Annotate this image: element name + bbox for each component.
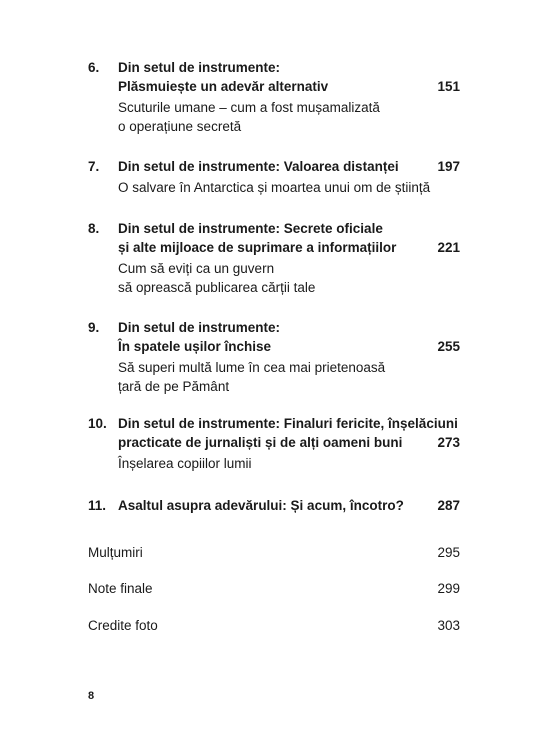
chapter-subtitle-line: să oprească publicarea cărții tale xyxy=(118,280,316,295)
chapter-subtitle-line: Cum să eviți ca un guvern xyxy=(118,261,275,276)
chapter-subtitle-line: O salvare în Antarctica și moartea unui om de știință xyxy=(118,180,431,195)
chapter-subtitle-line: Să superi multă lume în cea mai prietenoasă xyxy=(118,360,386,375)
toc-entry-chapter-10 xyxy=(88,414,460,473)
entry-label: Credite foto xyxy=(88,618,158,633)
chapter-page-number: 197 xyxy=(437,159,460,174)
chapter-title-line: Asaltul asupra adevărului: Și acum, încotro? xyxy=(118,498,404,513)
toc-entry-chapter-11 xyxy=(88,496,460,515)
toc-entry-chapter-6 xyxy=(88,58,460,136)
chapter-subtitle-line: Înșelarea copiilor lumii xyxy=(118,456,252,471)
toc-entry-photo-credits xyxy=(88,616,460,635)
entry-page-number: 299 xyxy=(437,581,460,596)
entry-page-number: 303 xyxy=(437,618,460,633)
chapter-number: 10. xyxy=(88,416,107,431)
toc-entry-chapter-7 xyxy=(88,157,460,197)
chapter-title xyxy=(88,318,460,356)
chapter-title-line: În spatele ușilor închise xyxy=(118,339,272,354)
chapter-title-line: și alte mijloace de suprimare a informațiilor xyxy=(118,240,397,255)
chapter-number: 7. xyxy=(88,159,100,174)
chapter-subtitle-line: o operațiune secretă xyxy=(118,119,242,134)
chapter-title xyxy=(88,58,460,96)
chapter-subtitle-line: Scuturile umane – cum a fost mușamalizată xyxy=(118,100,380,115)
chapter-title-line: Din setul de instrumente: xyxy=(118,320,281,335)
toc-entry-endnotes xyxy=(88,579,460,598)
chapter-subtitle xyxy=(118,358,460,396)
chapter-page-number: 255 xyxy=(437,339,460,354)
chapter-title xyxy=(88,157,460,176)
chapter-title-line: Plăsmuiește un adevăr alternativ xyxy=(118,79,329,94)
chapter-number: 11. xyxy=(88,498,107,513)
chapter-title-line: Din setul de instrumente: xyxy=(118,60,281,75)
chapter-title xyxy=(88,414,460,452)
chapter-title-line: practicate de jurnaliști și de alți oameni buni xyxy=(118,435,403,450)
chapter-page-number: 221 xyxy=(437,240,460,255)
toc-entry-chapter-8 xyxy=(88,219,460,297)
chapter-page-number: 151 xyxy=(437,79,460,94)
chapter-title-line: Din setul de instrumente: Secrete oficiale xyxy=(118,221,383,236)
chapter-title xyxy=(88,496,460,515)
chapter-title-line: Din setul de instrumente: Finaluri fericite, înșelăciuni xyxy=(118,416,458,431)
chapter-subtitle-line: țară de pe Pământ xyxy=(118,379,230,394)
page-number: 8 xyxy=(88,690,95,702)
chapter-number: 6. xyxy=(88,60,100,75)
chapter-number: 9. xyxy=(88,320,100,335)
chapter-title xyxy=(88,219,460,257)
chapter-number: 8. xyxy=(88,221,100,236)
chapter-subtitle xyxy=(118,178,460,197)
chapter-page-number: 273 xyxy=(437,435,460,450)
chapter-subtitle xyxy=(118,454,460,473)
toc-entry-acknowledgements xyxy=(88,543,460,562)
chapter-subtitle xyxy=(118,98,460,136)
toc-entry-chapter-9 xyxy=(88,318,460,396)
entry-label: Note finale xyxy=(88,581,153,596)
chapter-page-number: 287 xyxy=(437,498,460,513)
entry-label: Mulțumiri xyxy=(88,545,143,560)
chapter-subtitle xyxy=(118,259,460,297)
chapter-title-line: Din setul de instrumente: Valoarea distanței xyxy=(118,159,399,174)
entry-page-number: 295 xyxy=(437,545,460,560)
